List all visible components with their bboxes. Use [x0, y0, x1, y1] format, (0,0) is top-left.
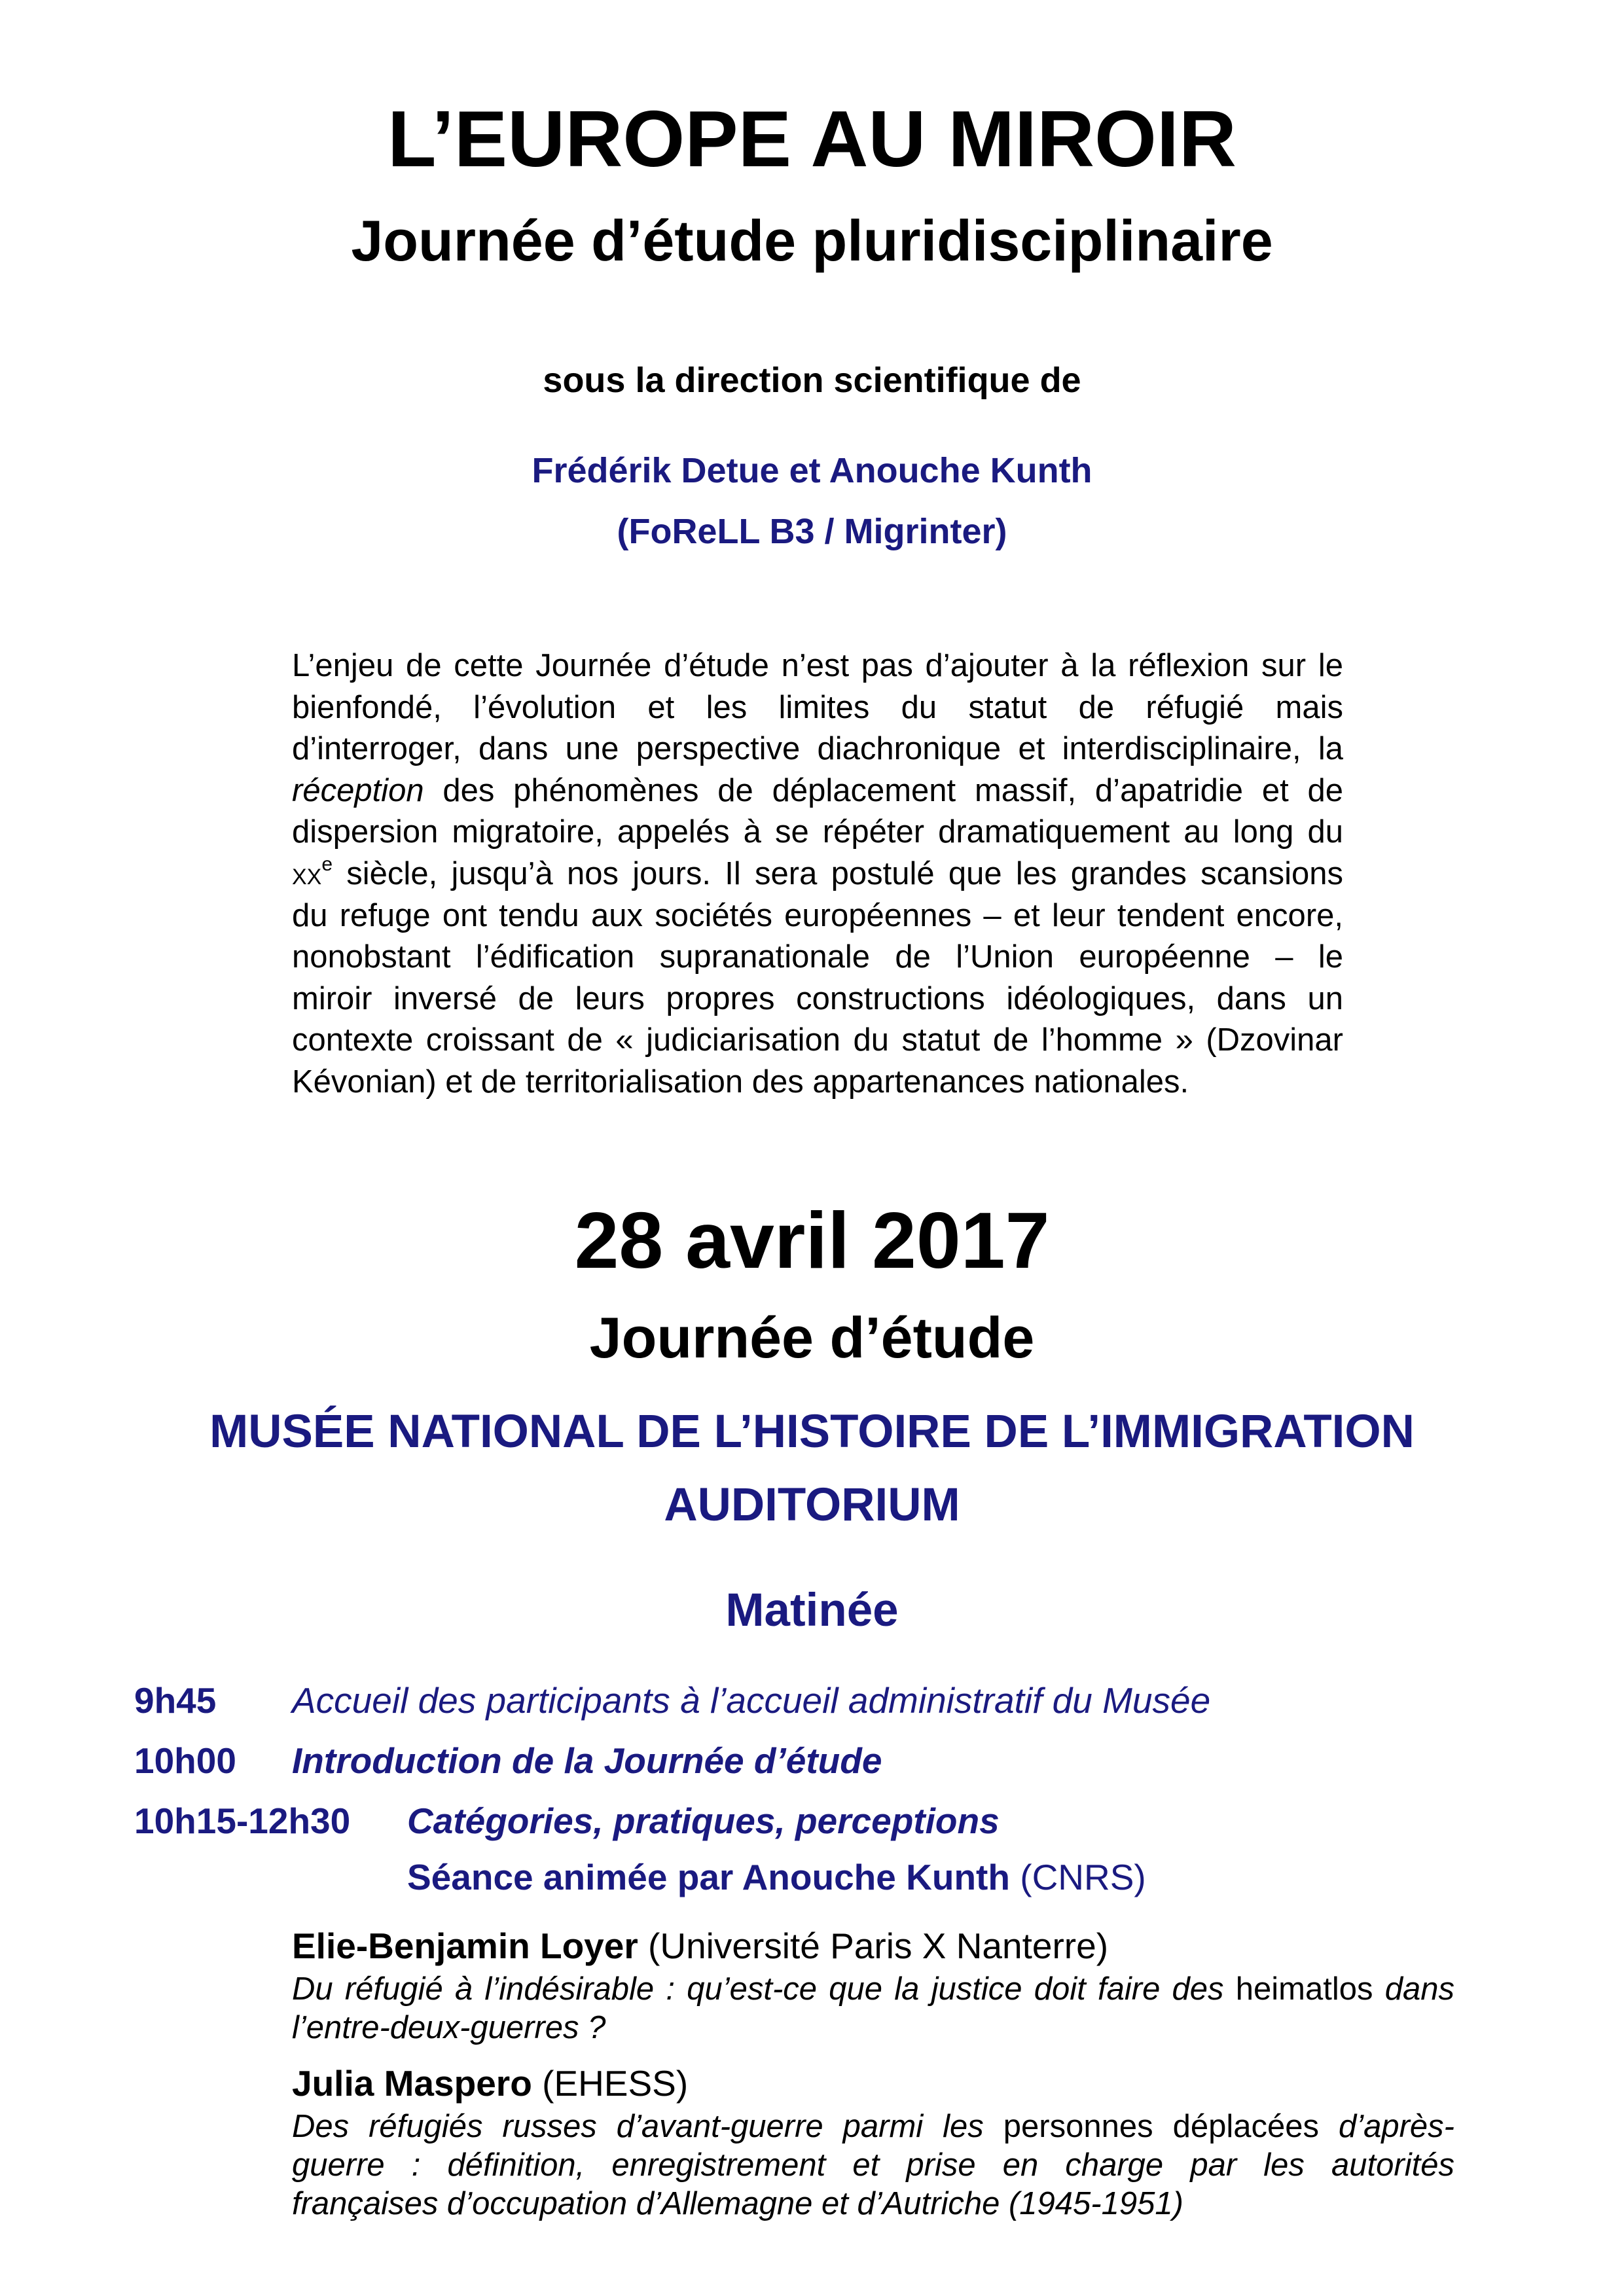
talk-line: françaises d’occupation d’Allemagne et d’Autriche (1945-1951): [292, 2186, 1183, 2221]
talk-text: d’après-: [1318, 2109, 1454, 2144]
abstract-line: contexte croissant de « judiciarisation du statut de l’homme » (Dzovinar: [292, 1022, 1343, 1058]
abstract-line: bienfondé, l’évolution et les limites du statut de réfugié mais: [292, 689, 1343, 725]
schedule-time: 10h00: [134, 1740, 236, 1781]
abstract-line: d’interroger, dans une perspective diachronique et interdisciplinaire, la: [292, 731, 1343, 767]
abstract-line: nonobstant l’édification supranationale de l’Union européenne – le: [292, 939, 1343, 975]
page-title: L’EUROPE AU MIROIR: [388, 94, 1236, 183]
abstract-text: siècle, jusqu’à nos jours. Il sera postulé que les grandes scansions: [333, 855, 1343, 891]
abstract-line: Kévonian) et de territorialisation des appartenances nationales.: [292, 1064, 1189, 1100]
talk-text: Des réfugiés russes d’avant-guerre parmi les: [292, 2109, 1003, 2144]
session-chair: [407, 1854, 1146, 1900]
century-superscript: e: [321, 853, 333, 875]
speaker-name: Elie-Benjamin Loyer: [292, 1926, 638, 1966]
talk-text: Du réfugié à l’indésirable : qu’est-ce que la justice doit faire des: [292, 1971, 1236, 2007]
directors: Frédérik Detue et Anouche Kunth: [532, 451, 1092, 490]
abstract-emphasis: réception: [292, 772, 424, 808]
schedule-time: 9h45: [134, 1680, 217, 1721]
session-chair-label: Séance animée par Anouche Kunth: [407, 1857, 1010, 1897]
labs: (FoReLL B3 / Migrinter): [617, 512, 1007, 551]
talk-term: heimatlos: [1235, 1971, 1373, 2007]
speaker-affiliation: (EHESS): [532, 2063, 689, 2104]
abstract-line: [292, 853, 1343, 895]
schedule-time: 10h15-12h30: [134, 1801, 351, 1841]
talk-text: dans: [1373, 1971, 1454, 2007]
venue-name: MUSÉE NATIONAL DE L’HISTOIRE DE L’IMMIGRATION: [209, 1406, 1415, 1458]
speaker-name: Julia Maspero: [292, 2063, 532, 2104]
session-chair-affiliation: (CNRS): [1009, 1857, 1146, 1897]
talk-line: [292, 1970, 1454, 2009]
venue-room: AUDITORIUM: [664, 1479, 960, 1531]
abstract-line: miroir inversé de leurs propres constructions idéologiques, dans un: [292, 980, 1343, 1016]
abstract-line: L’enjeu de cette Journée d’étude n’est pas d’ajouter à la réflexion sur le: [292, 648, 1343, 683]
talk-line: l’entre-deux-guerres ?: [292, 2010, 606, 2045]
abstract-line: [292, 770, 1343, 812]
abstract-line: dispersion migratoire, appelés à se répéter dramatiquement au long du: [292, 814, 1343, 850]
talk-term: personnes déplacées: [1003, 2109, 1319, 2144]
talk-title-1: [292, 1970, 1454, 2047]
speaker-2: [292, 2060, 688, 2106]
subtitle: Journée d’étude pluridisciplinaire: [351, 208, 1273, 273]
talk-title-2: [292, 2108, 1454, 2223]
speaker-1: [292, 1923, 1108, 1969]
abstract-text: des phénomènes de déplacement massif, d’apatridie et de: [424, 772, 1343, 808]
event-label: Journée d’étude: [589, 1305, 1035, 1370]
century-numeral: xx: [292, 855, 322, 891]
direction-label: sous la direction scientifique de: [543, 361, 1081, 400]
schedule-item: Accueil des participants à l’accueil administratif du Musée: [292, 1680, 1211, 1721]
session-title: Catégories, pratiques, perceptions: [407, 1801, 1000, 1841]
speaker-affiliation: (Université Paris X Nanterre): [638, 1926, 1109, 1966]
talk-line: [292, 2108, 1454, 2146]
abstract-paragraph: [292, 645, 1343, 1103]
session-part: Matinée: [725, 1585, 899, 1636]
schedule-item: Introduction de la Journée d’étude: [292, 1740, 882, 1781]
event-date: 28 avril 2017: [574, 1196, 1050, 1285]
talk-line: guerre : définition, enregistrement et prise en charge par les autorités: [292, 2147, 1454, 2183]
abstract-line: du refuge ont tendu aux sociétés européennes – et leur tendent encore,: [292, 897, 1343, 933]
